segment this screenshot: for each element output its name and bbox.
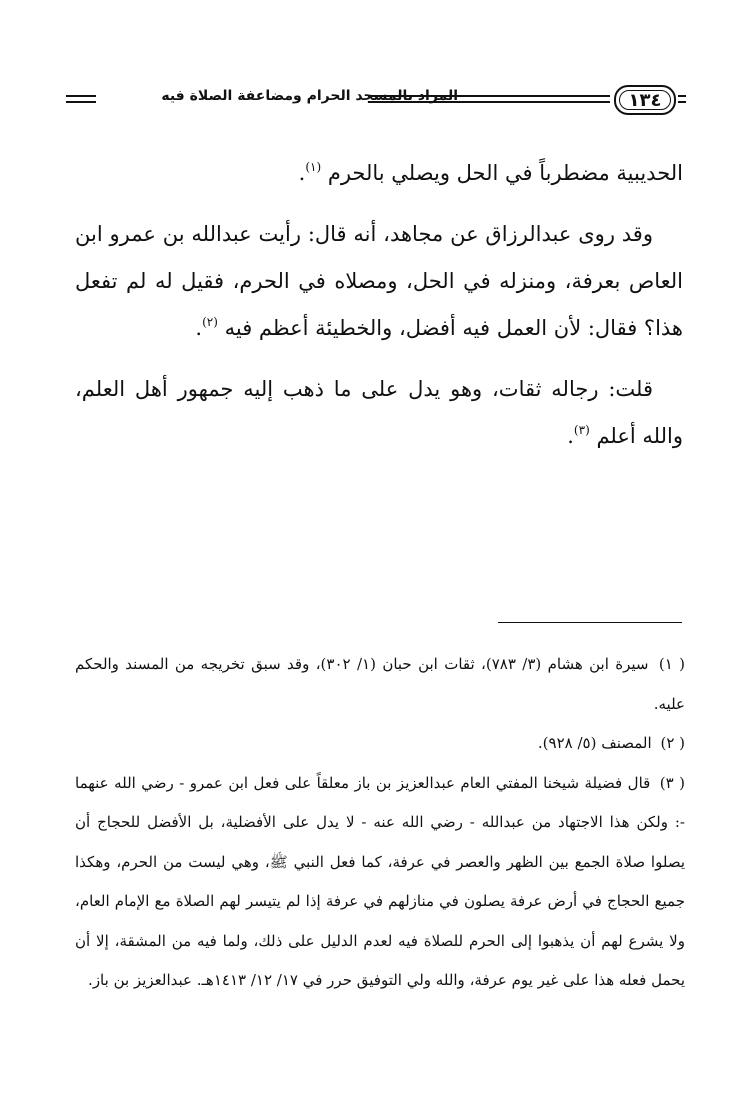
paragraph-3-text: قلت: رجاله ثقات، وهو يدل على ما ذهب إليه جمهور أهل العلم، والله أعلم: [75, 377, 683, 448]
paragraph-3: [75, 366, 683, 460]
running-title: المراد بالمسجد الحرام ومضاعفة الصلاة فيه: [161, 88, 458, 104]
footnote-3-marker: ( ٣): [659, 773, 685, 792]
page-number: [614, 85, 676, 115]
paragraph-3-end: .: [567, 424, 574, 448]
footnote-1-marker: ( ١): [658, 655, 686, 673]
footnote-ref-2[interactable]: (٢): [202, 315, 218, 329]
header-rule-far-right-bottom: [678, 101, 686, 103]
footnote-2-marker: ( ٢): [660, 734, 685, 752]
footnote-1: [75, 645, 685, 724]
paragraph-1-text: الحديبية مضطرباً في الحل ويصلي بالحرم: [327, 161, 683, 185]
header-rule-right-top: [368, 95, 610, 97]
header-rule-left-bottom: [66, 101, 96, 103]
footnote-3-text: قال فضيلة شيخنا المفتي العام عبدالعزيز بن باز معلقاً على فعل ابن عمرو - رضي الله عنهما -: ولكن هذا الاجتهاد من عبدالله - رضي الله عنه - لا يدل على الأفضلية، بل الأفضل للحجاج أن يصلوا صلاة الجمع بين الظهر والعصر في عرفة، كما فعل النبي ﷺ، وهي ليست من الحرم، وهكذا جميع الحجاج في أرض عرفة يصلون في منازلهم في عرفة إذا لم يتيسر لهم الصلاة مع الإمام العام، ولا يشرع لهم أن يذهبوا إلى الحرم للصلاة فيه لعدم الدليل على ذلك، ولما فيه من المشقة، إلا أن يحمل فعله هذا على غير يوم عرفة، والله ولي التوفيق حرر في ١٧/ ١٢/ ١٤١٣هـ. عبدالعزيز بن باز.: [75, 773, 685, 989]
footnotes: [75, 645, 685, 1001]
paragraph-2: [75, 211, 683, 352]
paragraph-1-end: .: [298, 161, 306, 185]
header-rule-right-bottom: [368, 101, 610, 103]
page-number-text: ١٣٤: [628, 89, 662, 111]
paragraph-1: [75, 150, 683, 197]
header-rule-left-top: [66, 95, 96, 97]
body-text: [75, 150, 683, 474]
footnote-3: [75, 764, 685, 1001]
footnote-1-text: سيرة ابن هشام (٣/ ٧٨٣)، ثقات ابن حبان (١/ ٣٠٢)، وقد سبق تخريجه من المسند والحكم عليه.: [75, 655, 685, 713]
header-rule-far-right-top: [678, 95, 686, 97]
running-header: [58, 82, 686, 118]
footnote-2: [75, 724, 685, 764]
footnote-ref-1[interactable]: (١): [305, 160, 322, 174]
footnote-2-text: المصنف (٥/ ٩٢٨).: [537, 734, 652, 752]
footnote-ref-3[interactable]: (٣): [573, 423, 590, 437]
paragraph-2-text: وقد روى عبدالرزاق عن مجاهد، أنه قال: رأيت عبدالله بن عمرو ابن العاص بعرفة، ومنزله في الحل، ومصلاه في الحرم، فقيل له لم تفعل هذا؟ فقال: لأن العمل فيه أفضل، والخطيئة أعظم فيه: [75, 222, 683, 340]
paragraph-2-end: .: [195, 316, 203, 340]
footnote-separator: [498, 622, 682, 623]
